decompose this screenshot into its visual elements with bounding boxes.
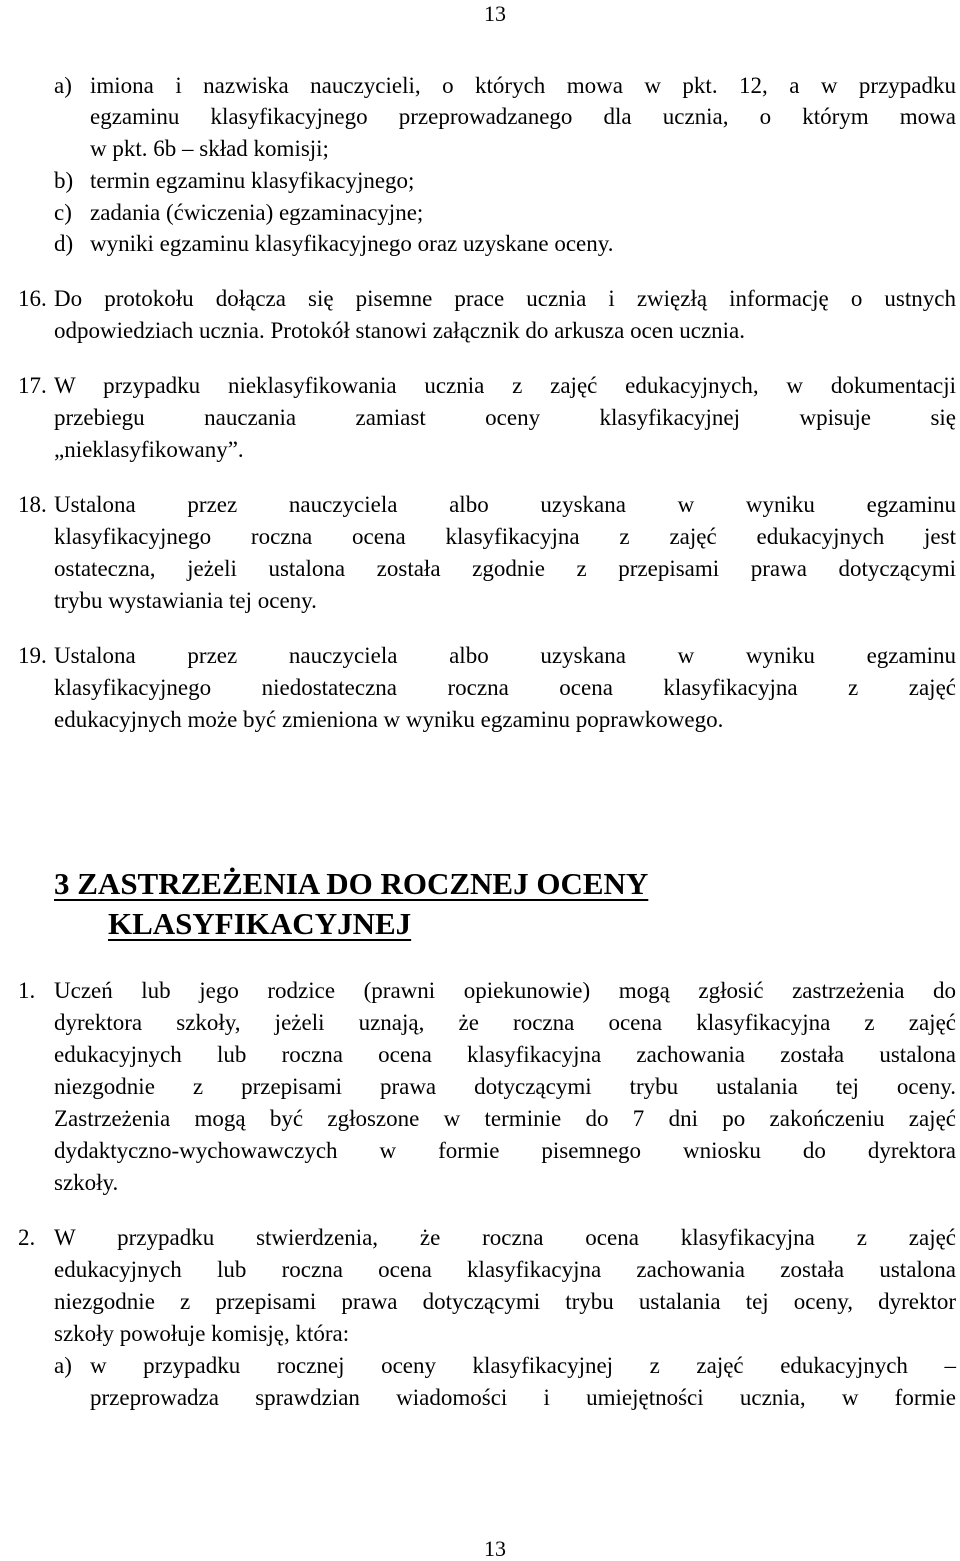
list-marker-d: d) bbox=[54, 231, 74, 256]
item-line: szkoły powołuje komisję, która: bbox=[54, 1321, 350, 1346]
list-item-a-line-1: imiona i nazwiska nauczycieli, o których mowa w pkt. 12, a w przypadku bbox=[90, 73, 956, 98]
paragraph-number: 18. bbox=[18, 492, 47, 517]
paragraph-line: trybu wystawiania tej oceny. bbox=[54, 588, 317, 613]
list-marker-c: c) bbox=[54, 200, 72, 225]
sub-item-marker-a: a) bbox=[54, 1353, 72, 1378]
paragraph-line: klasyfikacyjnego niedostateczna roczna ocena klasyfikacyjna z zajęć bbox=[54, 675, 956, 700]
paragraph-line: ostateczna, jeżeli ustalona została zgodnie z przepisami prawa dotyczącymi bbox=[54, 556, 956, 581]
item-line: niezgodnie z przepisami prawa dotyczącymi trybu ustalania tej oceny, dyrektor bbox=[54, 1289, 956, 1314]
item-line: edukacyjnych lub roczna ocena klasyfikacyjna zachowania została ustalona bbox=[54, 1257, 956, 1282]
list-marker-b: b) bbox=[54, 168, 74, 193]
item-line: Uczeń lub jego rodzice (prawni opiekunowie) mogą zgłosić zastrzeżenia do bbox=[54, 978, 956, 1003]
item-line: dydaktyczno-wychowawczych w formie pisemnego wniosku do dyrektora bbox=[54, 1138, 956, 1163]
sub-item-a-line-1: w przypadku rocznej oceny klasyfikacyjnej z zajęć edukacyjnych – bbox=[90, 1353, 956, 1378]
item-line: W przypadku stwierdzenia, że roczna ocena klasyfikacyjna z zajęć bbox=[54, 1225, 956, 1250]
section-heading-line-1: 3 ZASTRZEŻENIA DO ROCZNEJ OCENY bbox=[54, 866, 649, 901]
paragraph-line: przebiegu nauczania zamiast oceny klasyfikacyjnej wpisuje się bbox=[54, 405, 956, 430]
paragraph-line: „nieklasyfikowany”. bbox=[54, 437, 244, 462]
section-heading-line-2: KLASYFIKACYJNEJ bbox=[108, 906, 412, 941]
item-line: dyrektora szkoły, jeżeli uznają, że roczna ocena klasyfikacyjna z zajęć bbox=[54, 1010, 956, 1035]
paragraph-line: edukacyjnych może być zmieniona w wyniku egzaminu poprawkowego. bbox=[54, 707, 724, 732]
item-line: niezgodnie z przepisami prawa dotyczącymi trybu ustalania tej oceny. bbox=[54, 1074, 956, 1099]
paragraph-number: 17. bbox=[18, 373, 47, 398]
list-item-b: termin egzaminu klasyfikacyjnego; bbox=[90, 168, 415, 193]
paragraph-line: W przypadku nieklasyfikowania ucznia z zajęć edukacyjnych, w dokumentacji bbox=[54, 373, 956, 398]
page-number-bottom: 13 bbox=[484, 1536, 506, 1561]
list-item-a-line-3: w pkt. 6b – skład komisji; bbox=[90, 136, 329, 161]
list-marker-a: a) bbox=[54, 73, 72, 98]
list-item-d: wyniki egzaminu klasyfikacyjnego oraz uzyskane oceny. bbox=[90, 231, 614, 256]
item-line: szkoły. bbox=[54, 1170, 119, 1195]
paragraph-number: 16. bbox=[18, 286, 47, 311]
item-line: edukacyjnych lub roczna ocena klasyfikacyjna zachowania została ustalona bbox=[54, 1042, 956, 1067]
paragraph-line: odpowiedziach ucznia. Protokół stanowi załącznik do arkusza ocen ucznia. bbox=[54, 318, 746, 343]
sub-item-a-line-2: przeprowadza sprawdzian wiadomości i umiejętności ucznia, w formie bbox=[90, 1385, 956, 1410]
paragraph-line: Do protokołu dołącza się pisemne prace ucznia i zwięzłą informację o ustnych bbox=[54, 286, 956, 311]
paragraph-line: Ustalona przez nauczyciela albo uzyskana w wyniku egzaminu bbox=[54, 643, 956, 668]
page-number-top: 13 bbox=[484, 1, 506, 26]
list-item-c: zadania (ćwiczenia) egzaminacyjne; bbox=[90, 200, 424, 225]
item-number: 1. bbox=[18, 978, 36, 1003]
paragraph-number: 19. bbox=[18, 643, 47, 668]
item-line: Zastrzeżenia mogą być zgłoszone w terminie do 7 dni po zakończeniu zajęć bbox=[54, 1106, 956, 1131]
paragraph-line: Ustalona przez nauczyciela albo uzyskana w wyniku egzaminu bbox=[54, 492, 956, 517]
paragraph-line: klasyfikacyjnego roczna ocena klasyfikacyjna z zajęć edukacyjnych jest bbox=[54, 524, 956, 549]
list-item-a-line-2: egzaminu klasyfikacyjnego przeprowadzanego dla ucznia, o którym mowa bbox=[90, 104, 956, 129]
item-number: 2. bbox=[18, 1225, 36, 1250]
